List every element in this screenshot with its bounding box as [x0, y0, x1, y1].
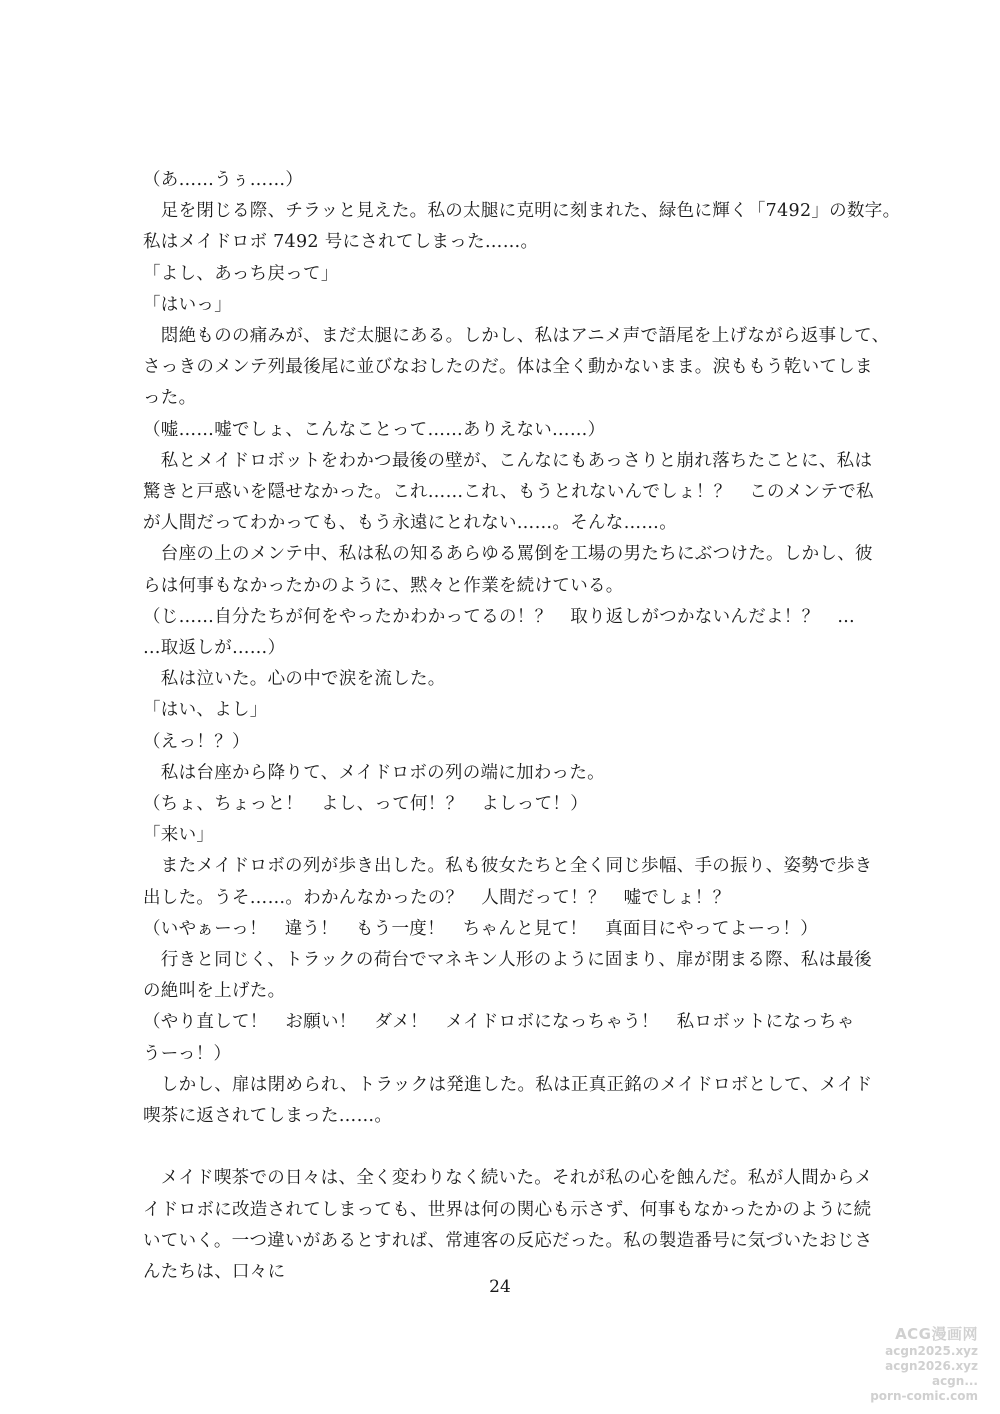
watermark-line: porn-comic.com — [870, 1389, 978, 1403]
watermark-line: acgn... — [931, 1374, 978, 1388]
text-line: った。 — [143, 388, 197, 409]
text-line: 私とメイドロボットをわかつ最後の壁が、こんなにもあっさりと崩れ落ちたことに、私は — [143, 450, 873, 471]
text-line: （やり直して！ お願い！ ダメ！ メイドロボになっちゃう！ 私ロボットになっちゃ — [143, 1012, 855, 1033]
text-line: 私は泣いた。心の中で涙を流した。 — [143, 669, 446, 690]
text-line: 「来い」 — [143, 825, 215, 846]
watermark-title: ACG漫画网 — [895, 1325, 978, 1343]
text-line: メイド喫茶での日々は、全く変わりなく続いた。それが私の心を蝕んだ。私が人間からメ — [143, 1168, 873, 1189]
watermark — [870, 1324, 978, 1404]
text-line: （ちょ、ちょっと！ よし、って何！？ よしって！） — [143, 794, 588, 814]
text-line: いていく。一つ違いがあるとすれば、常連客の反応だった。私の製造番号に気づいたおじさ — [143, 1230, 873, 1251]
text-line: 「よし、あっち戻って」 — [143, 263, 339, 284]
text-line: 行きと同じく、トラックの荷台でマネキン人形のように固まり、扉が閉まる際、私は最後 — [143, 950, 872, 970]
text-line: （いやぁーっ！ 違う！ もう一度！ ちゃんと見て！ 真面目にやってよーっ！） — [143, 918, 818, 939]
text-line: 私はメイドロボ 7492 号にされてしまった……。 — [143, 232, 539, 253]
text-line: 私は台座から降りて、メイドロボの列の端に加わった。 — [143, 762, 605, 783]
text-line: 足を閉じる際、チラッと見えた。私の太腿に克明に刻まれた、緑色に輝く「7492」の数字。 — [143, 201, 901, 222]
text-line: さっきのメンテ列最後尾に並びなおしたのだ。体は全く動かないまま。涙ももう乾いてしま — [143, 357, 873, 378]
text-line: らは何事もなかったかのように、黙々と作業を続けている。 — [143, 575, 624, 596]
text-line: んたちは、口々に — [143, 1262, 286, 1282]
text-line: 「はいっ」 — [143, 294, 232, 315]
text-line: …取返しが……） — [143, 638, 286, 658]
text-line: 「はい、よし」 — [143, 700, 268, 721]
text-line: 喫茶に返されてしまった……。 — [143, 1106, 393, 1126]
text-line: の絶叫を上げた。 — [143, 981, 286, 1002]
text-line: （あ……うぅ……） — [143, 170, 304, 190]
text-line: 台座の上のメンテ中、私は私の知るあらゆる罵倒を工場の男たちにぶつけた。しかし、彼 — [143, 544, 873, 565]
text-line: しかし、扉は閉められ、トラックは発進した。私は正真正銘のメイドロボとして、メイド — [143, 1074, 873, 1095]
text-line: 出した。うそ……。わかんなかったの？ 人間だって！？ 嘘でしょ！？ — [143, 887, 731, 908]
text-line: うーっ！） — [143, 1043, 232, 1064]
watermark-line: acgn2026.xyz — [885, 1359, 978, 1373]
text-line: 悶絶ものの痛みが、まだ太腿にある。しかし、私はアニメ声で語尾を上げながら返事して、 — [143, 326, 890, 346]
text-line: が人間だってわかっても、もう永遠にとれない……。そんな……。 — [143, 513, 677, 534]
text-line: （えっ！？） — [143, 731, 250, 752]
page-number: 24 — [489, 1277, 511, 1297]
text-line: （嘘……嘘でしょ、こんなことって……ありえない……） — [143, 419, 606, 440]
text-line: （じ……自分たちが何をやったかわかってるの！？ 取り返しがつかないんだよ！？ … — [143, 606, 855, 627]
watermark-line: acgn2025.xyz — [885, 1344, 978, 1358]
text-line: またメイドロボの列が歩き出した。私も彼女たちと全く同じ歩幅、手の振り、姿勢で歩き — [143, 856, 873, 877]
text-line: 驚きと戸惑いを隠せなかった。これ……これ、もうとれないんでしょ！？ このメンテで私 — [143, 482, 874, 502]
text-line: イドロボに改造されてしまっても、世界は何の関心も示さず、何事もなかったかのように続 — [143, 1199, 872, 1220]
